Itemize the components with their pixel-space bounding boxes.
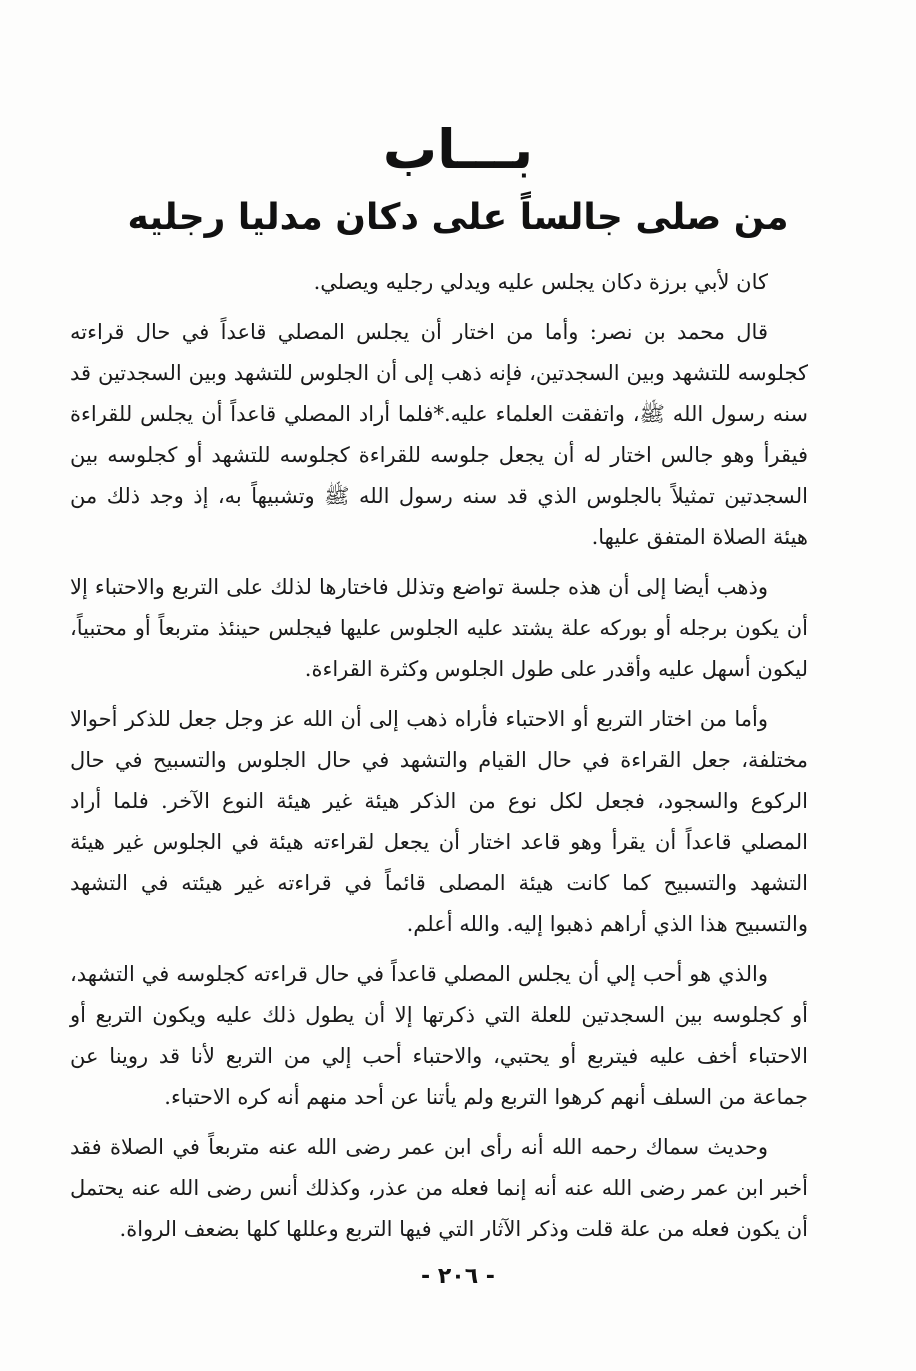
page-number: - ٢٠٦ -	[421, 1264, 495, 1289]
paragraph: والذي هو أحب إلي أن يجلس المصلي قاعداً في حال قراءته كجلوسه في التشهد، أو كجلوسه بين السجدتين للعلة التي ذكرتها إلا أن يطول ذلك عليه ويكون التربع أو الاحتباء أخف عليه فيتربع أو يحتبي، والاحتباء أحب إلي من التربع لأنا قد روينا عن جماعة من السلف أنهم كرهوا التربع ولم يأتنا عن أحد منهم أنه كره الاحتباء.	[70, 962, 809, 1109]
paragraph: وذهب أيضا إلى أن هذه جلسة تواضع وتذلل فاختارها لذلك على التربع والاحتباء إلا أن يكون برجله أو بوركه علة يشتد عليه الجلوس عليها فيجلس حينئذ متربعاً أو محتبياً، ليكون أسهل عليه وأقدر على طول الجلوس وكثرة القراءة.	[70, 575, 808, 681]
page-body	[70, 262, 808, 1259]
paragraph: وأما من اختار التربع أو الاحتباء فأراه ذهب إلى أن الله عز وجل جعل للذكر أحوالا مختلفة، جعل القراءة في حال القيام والتشهد في حال الجلوس والتسبيح في حال الركوع والسجود، فجعل لكل نوع من الذكر هيئة غير هيئة النوع الآخر. فلما أراد المصلي قاعداً أن يقرأ وهو قاعد اختار أن يجعل لقراءته هيئة في الجلوس غير هيئة التشهد والتسبيح كما كانت هيئة المصلى قائماً في قراءته غير هيئته في التشهد والتسبيح هذا الذي أراهم ذهبوا إليه. والله أعلم.	[70, 707, 808, 936]
paragraph: قال محمد بن نصر: وأما من اختار أن يجلس المصلي قاعداً في حال قراءته كجلوسه للتشهد وبين السجدتين، فإنه ذهب إلى أن الجلوس للتشهد وبين السجدتين قد سنه رسول الله ﷺ، واتفقت العلماء عليه.*فلما أراد المصلي قاعداً أن يجلس للقراءة فيقرأ وهو جالس اختار له أن يجعل جلوسه للقراءة كجلوسه للتشهد أو كجلوسه بين السجدتين تمثيلاً بالجلوس الذي قد سنه رسول الله ﷺ وتشبيهاً به، إذ وجد ذلك من هيئة الصلاة المتفق عليها.	[70, 320, 808, 549]
chapter-heading: بـــاب	[382, 118, 534, 181]
chapter-subtitle: من صلى جالساً على دكان مدليا رجليه	[127, 197, 789, 238]
paragraph: وحديث سماك رحمه الله أنه رأى ابن عمر رضى الله عنه متربعاً في الصلاة فقد أخبر ابن عمر رضى الله عنه أنه إنما فعله من عذر، وكذلك أنس رضى الله عنه يحتمل أن يكون فعله من علة قلت وذكر الآثار التي فيها التربع وعللها كلها بضعف الرواة.	[70, 1135, 808, 1241]
paragraph: كان لأبي برزة دكان يجلس عليه ويدلي رجليه ويصلي.	[313, 270, 768, 294]
